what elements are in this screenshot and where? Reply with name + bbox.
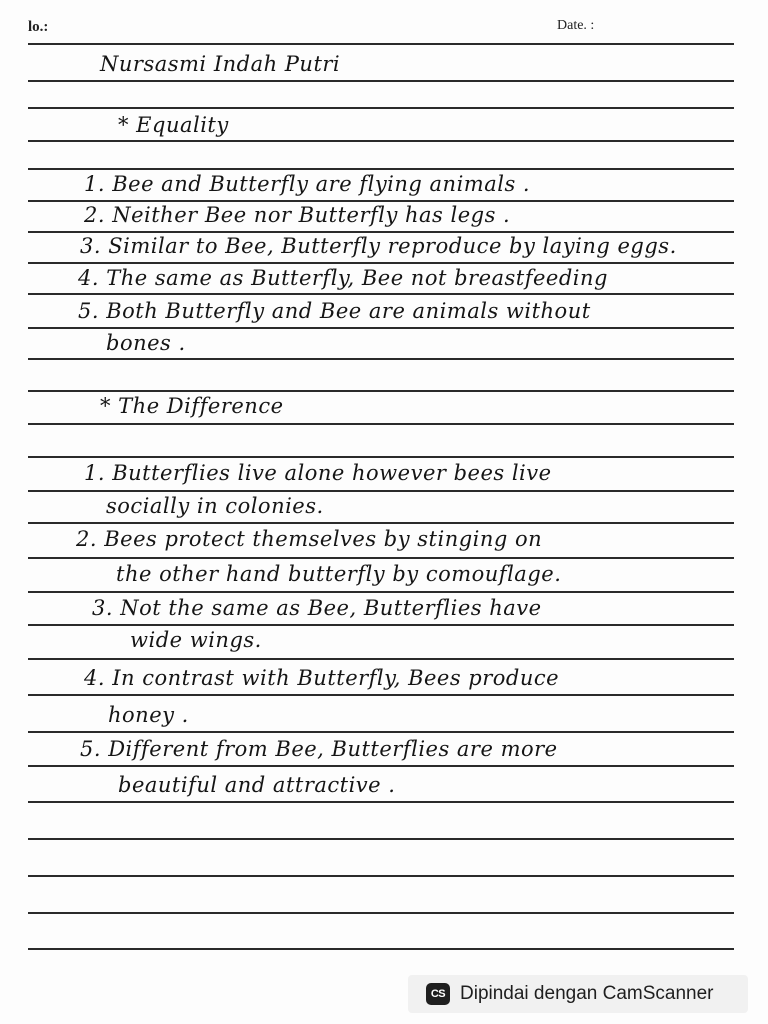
ruled-line <box>28 838 734 840</box>
ruled-line <box>28 801 734 803</box>
equality-line-5: 5. Both Butterfly and Bee are animals without <box>78 299 591 323</box>
ruled-line <box>28 624 734 626</box>
equality-line-1: 1. Bee and Butterfly are flying animals . <box>84 172 531 196</box>
ruled-line <box>28 658 734 660</box>
camscanner-text: Dipindai dengan CamScanner <box>460 983 714 1004</box>
ruled-line <box>28 390 734 392</box>
equality-line-3: 3. Similar to Bee, Butterfly reproduce by laying eggs. <box>80 234 677 258</box>
ruled-line <box>28 456 734 458</box>
student-name: Nursasmi Indah Putri <box>100 52 341 76</box>
heading-difference: * The Difference <box>100 394 284 418</box>
ruled-line <box>28 107 734 109</box>
ruled-line <box>28 262 734 264</box>
ruled-line <box>28 490 734 492</box>
ruled-line <box>28 43 734 45</box>
difference-line-1-cont: socially in colonies. <box>106 494 324 518</box>
ruled-line <box>28 80 734 82</box>
ruled-line <box>28 168 734 170</box>
difference-line-2-cont: the other hand butterfly by comouflage. <box>116 562 562 586</box>
difference-line-5-cont: beautiful and attractive . <box>118 773 396 797</box>
heading-equality: * Equality <box>118 113 229 137</box>
ruled-line <box>28 327 734 329</box>
header-date-label: Date. : <box>557 18 595 33</box>
ruled-line <box>28 875 734 877</box>
header-number-label: lo.: <box>28 19 49 35</box>
ruled-line <box>28 948 734 950</box>
difference-line-4-cont: honey . <box>108 703 189 727</box>
ruled-line <box>28 423 734 425</box>
ruled-line <box>28 557 734 559</box>
difference-line-5: 5. Different from Bee, Butterflies are more <box>80 737 558 761</box>
ruled-line <box>28 694 734 696</box>
ruled-line <box>28 231 734 233</box>
difference-line-1: 1. Butterflies live alone however bees live <box>84 461 552 485</box>
ruled-line <box>28 591 734 593</box>
ruled-line <box>28 912 734 914</box>
camscanner-watermark <box>408 975 748 1013</box>
equality-line-5-cont: bones . <box>106 331 186 355</box>
ruled-line <box>28 522 734 524</box>
difference-line-3-cont: wide wings. <box>130 628 262 652</box>
equality-line-4: 4. The same as Butterfly, Bee not breastfeeding <box>78 266 608 290</box>
ruled-line <box>28 293 734 295</box>
ruled-line <box>28 140 734 142</box>
ruled-line <box>28 200 734 202</box>
difference-line-4: 4. In contrast with Butterfly, Bees produce <box>84 666 560 690</box>
ruled-line <box>28 358 734 360</box>
camscanner-logo-icon: CS <box>426 983 450 1005</box>
difference-line-2: 2. Bees protect themselves by stinging on <box>76 527 543 551</box>
difference-line-3: 3. Not the same as Bee, Butterflies have <box>92 596 542 620</box>
equality-line-2: 2. Neither Bee nor Butterfly has legs . <box>84 203 511 227</box>
ruled-line <box>28 765 734 767</box>
ruled-line <box>28 731 734 733</box>
